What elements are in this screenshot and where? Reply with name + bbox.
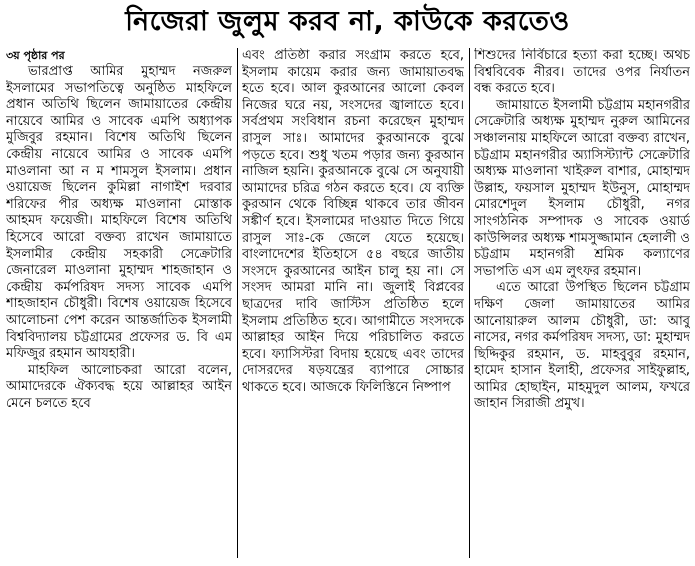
column-divider <box>469 48 470 558</box>
article-paragraph: জামায়াতে ইসলামী চট্টগ্রাম মহানগরীর সেক্রেটারি অধ্যক্ষ মুহাম্মদ নুরুল আমিনের সঞ্চালনায় মাহফিলে আরো বক্তব্য রাখেন, চট্টগ্রাম মহানগরীর অ্যাসিস্ট্যান্ট সেক্রেটারি অধ্যক্ষ মাওলানা খাইরুল বাশার, মোহাম্মদ উল্লাহ, ফয়সাল মুহাম্মদ ইউনুস, মোহাম্মদ মোরশেদুল ইসলাম চৌধুরী, নগর সাংগঠনিক সম্পাদক ও সাবেক ওয়ার্ড কাউন্সিলর অধ্যক্ষ শামসুজ্জামান হেলালী ও চট্টগ্রাম মহানগরী শ্রমিক কল্যাণের সভাপতি এস এম লুৎফর রহমান। <box>474 97 690 279</box>
article-column-1 <box>6 48 232 558</box>
article-paragraph: এতে আরো উপস্থিত ছিলেন চট্টগ্রাম দক্ষিণ জেলা জামায়াতের আমির আনোয়ারুল আলম চৌধুরী, ডা: আবু নাসের, নগর কর্মপরিষদ সদস্য, ডা: মুহাম্মদ ছিদ্দিকুর রহমান, ড. মাহবুবুর রহমান, হামেদ হাসান ইলাহী, প্রফেসর সাইফুল্লাহ, আমির হোছাইন, মাহমুদুল আলম, ফখরে জাহান সিরাজী প্রমুখ। <box>474 280 690 412</box>
article-paragraph: ভারপ্রাপ্ত আমির মুহাম্মদ নজরুল ইসলামের সভাপতিত্বে অনুষ্ঠিত মাহফিলে প্রধান অতিথি ছিলেন জামায়াতের কেন্দ্রীয় নায়েবে আমির ও সাবেক এমপি অধ্যাপক মুজিবুর রহমান। বিশেষ অতিথি ছিলেন কেন্দ্রীয় নায়েবে আমির ও সাবেক এমপি মাওলানা আ ন ম শামসুল ইসলাম। প্রধান ওয়ায়েজ ছিলেন কুমিল্লা নাগাইশ দরবার শরিফের পীর অধ্যক্ষ মাওলানা মোস্তাক আহমদ ফয়েজী। মাহফিলে বিশেষ অতিথি হিসেবে আরো বক্তব্য রাখেন জামায়াতে ইসলামীর কেন্দ্রীয় সহকারী সেক্রেটারি জেনারেল মাওলানা মুহাম্মদ শাহজাহান ও কেন্দ্রীয় কর্মপরিষদ সদস্য সাবেক এমপি শাহজাহান চৌধুরী। বিশেষ ওয়ায়েজ হিসেবে আলোচনা পেশ করেন আন্তর্জাতিক ইসলামী বিশ্ববিদ্যালয় চট্টগ্রামের প্রফেসর ড. বি এম মফিজুর রহমান আযহারী। <box>6 64 232 362</box>
article-column-2 <box>242 48 464 558</box>
article-headline: নিজেরা জুলুম করব না, কাউকে করতেও <box>125 6 570 37</box>
article-paragraph: এবং প্রতিষ্ঠা করার সংগ্রাম করতে হবে, ইসলাম কায়েম করার জন্য জামায়াতবদ্ধ হতে হবে। আল কুরআনের আলো কেবল নিজের ঘরে নয়, সংসদের জ্বালাতে হবে। সর্বপ্রথম সংবিধান রচনা করেছেন মুহাম্মদ রাসুল সাঃ। আমাদের কুরআনকে বুঝে পড়তে হবে। শুধু খতম পড়ার জন্য কুরআন নাজিল হয়নি। কুরআনকে বুঝে সে অনুযায়ী আমাদের চরিত্র গঠন করতে হবে। যে ব্যক্তি কুরআন থেকে বিচ্ছিন্ন থাকবে তার জীবন সঙ্কীর্ণ হবে। ইসলামের দাওয়াত দিতে গিয়ে রাসুল সাঃ-কে জেলে যেতে হয়েছে। বাংলাদেশের ইতিহাসে ৫৪ বছরে জাতীয় সংসদে কুরআনের আইন চালু হয় না। সে সংসদ আমরা মানি না। জুলাই বিপ্লবের ছাত্রদের দাবি জাস্টিস প্রতিষ্ঠিত হলে ইসলাম প্রতিষ্ঠিত হবে। আগামীতে সংসদকে আল্লাহর আইন দিয়ে পরিচালিত করতে হবে। ফ্যাসিস্টরা বিদায় হয়েছে এবং তাদের দোসরদের ষড়যন্ত্রের ব্যাপারে সোচ্চার থাকতে হবে। আজকে ফিলিস্তিনে নিষ্পাপ <box>242 48 464 395</box>
jump-from-label: ৩য় পৃষ্ঠার পর <box>6 49 65 62</box>
article-column-3 <box>474 48 690 558</box>
article-paragraph: শিশুদের নির্বিচারে হত্যা করা হচ্ছে। অথচ বিশ্ববিবেক নীরব। তাদের ওপর নির্যাতন বন্ধ করতে হবে। <box>474 48 690 97</box>
article-paragraph: মাহফিল আলোচকরা আরো বলেন, আমাদেরকে ঐক্যবদ্ধ হয়ে আল্লাহর আইন মেনে চলতে হবে <box>6 362 232 411</box>
column-divider <box>237 48 238 558</box>
